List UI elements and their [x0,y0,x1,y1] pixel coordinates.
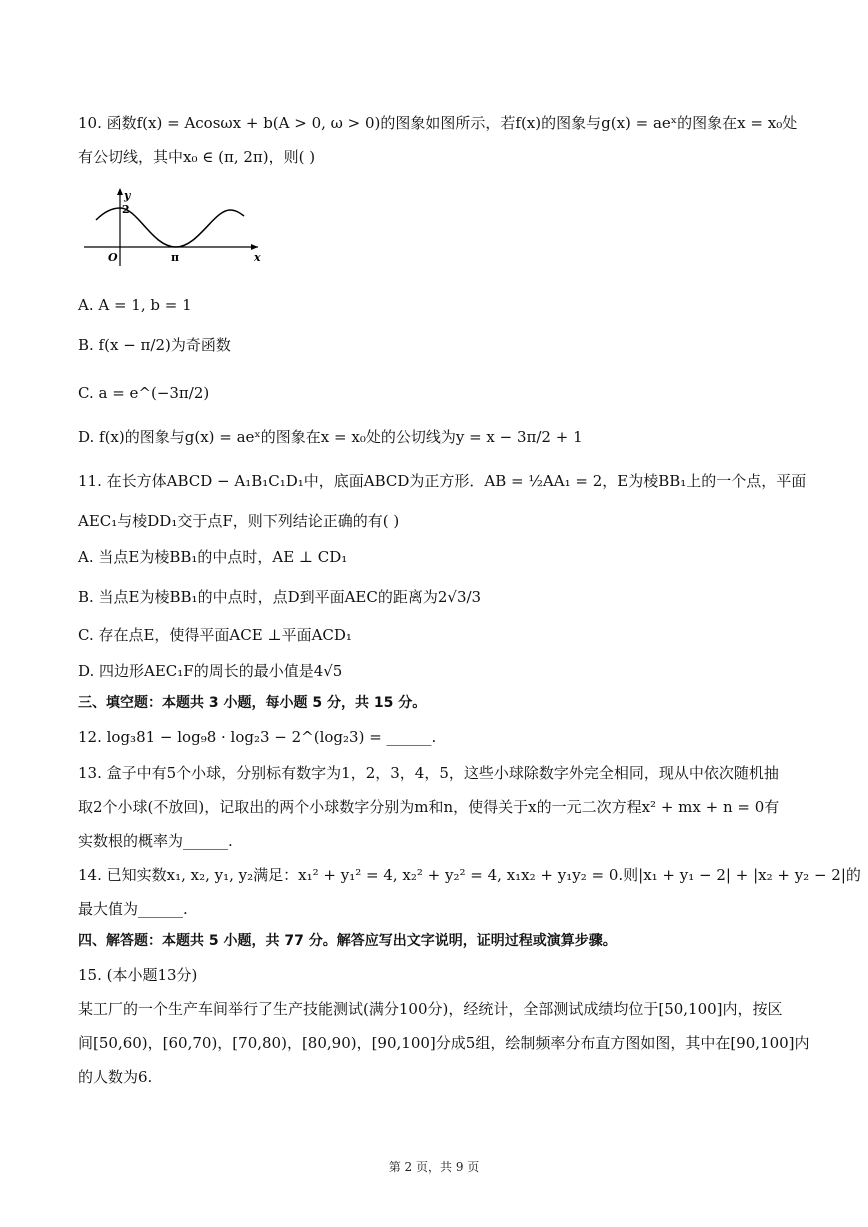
section-3-heading: 三、填空题：本题共 3 小题，每小题 5 分，共 15 分。 [78,695,427,711]
q11-option-c: C. 存在点E，使得平面ACE ⊥平面ACD₁ [78,626,352,644]
q11-line-2: AEC₁与棱DD₁交于点F，则下列结论正确的有( ) [78,512,400,530]
q13-line-3: 实数根的概率为______. [78,832,233,850]
q15-line-2: 间[50,60)，[60,70)，[70,80)，[80,90)，[90,100]分成5组，绘制频率分布直方图如图，其中在[90,100]内 [78,1034,810,1052]
q10-line-2: 有公切线，其中x₀ ∈ (π, 2π)，则( ) [78,148,316,166]
cosine-curve [96,208,244,247]
q10-option-b: B. f(x − π/2)为奇函数 [78,336,231,354]
y-axis-arrow [117,188,123,195]
q15-line-3: 的人数为6. [78,1068,153,1086]
q10-option-a: A. A = 1, b = 1 [78,296,192,314]
q13-line-1: 13. 盒子中有5个小球，分别标有数字为1，2，3，4，5，这些小球除数字外完全相同，现从中依次随机抽 [78,764,779,782]
q11-line-1: 11. 在长方体ABCD − A₁B₁C₁D₁中，底面ABCD为正方形．AB = ½AA₁ = 2，E为棱BB₁上的一个点，平面 [78,472,807,490]
q14-line-1: 14. 已知实数x₁, x₂, y₁, y₂满足：x₁² + y₁² = 4, x₂² + y₂² = 4, x₁x₂ + y₁y₂ = 0.则|x₁ + y₁ − 2| + |x₂ + y₂ − 2|的 [78,866,861,884]
q13-line-2: 取2个小球(不放回)，记取出的两个小球数字分别为m和n，使得关于x的一元二次方程x² + mx + n = 0有 [78,798,780,816]
q10-option-d: D. f(x)的图象与g(x) = aeˣ的图象在x = x₀处的公切线为y = x − 3π/2 + 1 [78,428,583,446]
x-axis-label: x [254,251,261,264]
q14-line-2: 最大值为______. [78,900,188,918]
origin-label: O [108,251,118,264]
q11-option-b: B. 当点E为棱BB₁的中点时，点D到平面AEC的距离为2√3/3 [78,588,482,606]
y-axis-label: y [124,189,131,202]
x-tick-pi: π [171,251,180,264]
q15-title: 15. (本小题13分) [78,966,198,984]
q10-cosine-graph [80,186,265,268]
page-footer: 第 2 页，共 9 页 [388,1160,480,1174]
q10-option-c: C. a = e^(−3π/2) [78,384,210,402]
q15-line-1: 某工厂的一个生产车间举行了生产技能测试(满分100分)，经统计，全部测试成绩均位于[50,100]内，按区 [78,1000,783,1018]
section-4-heading: 四、解答题：本题共 5 小题，共 77 分。解答应写出文字说明，证明过程或演算步骤。 [78,933,617,949]
x-axis-arrow [251,244,258,250]
q11-option-a: A. 当点E为棱BB₁的中点时，AE ⊥ CD₁ [78,548,348,566]
q12: 12. log₃81 − log₉8 · log₂3 − 2^(log₂3) = ______. [78,728,437,746]
q10-line-1: 10. 函数f(x) = Acosωx + b(A > 0, ω > 0)的图象如图所示，若f(x)的图象与g(x) = aeˣ的图象在x = x₀处 [78,114,798,132]
q11-option-d: D. 四边形AEC₁F的周长的最小值是4√5 [78,662,343,680]
y-tick-2: 2 [122,203,130,216]
